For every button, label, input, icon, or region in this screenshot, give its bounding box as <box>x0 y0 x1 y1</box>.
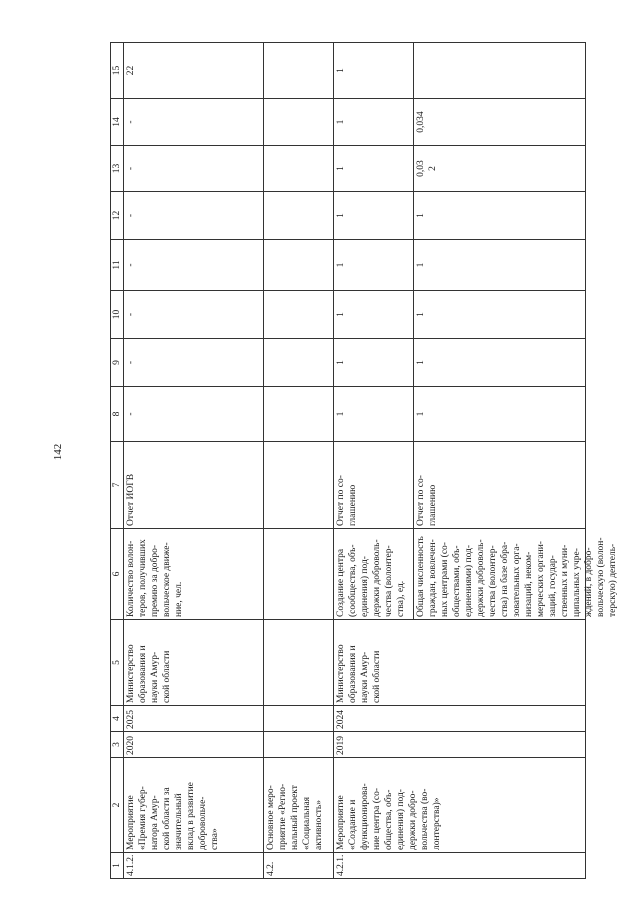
value-cell: - <box>124 99 264 146</box>
value-cell <box>414 43 586 99</box>
col-header-9: 9 <box>111 339 124 387</box>
value-cell <box>264 99 334 146</box>
value-cell: 1 <box>334 99 414 146</box>
value-cell: 1 <box>414 387 586 442</box>
activity-name: Основное меро- приятие «Регио- нальный проект «Социальная активность» <box>264 758 334 853</box>
end-year: 2024 <box>334 706 586 732</box>
col-header-12: 12 <box>111 192 124 240</box>
value-cell: 1 <box>334 291 414 339</box>
value-cell: 1 <box>414 192 586 240</box>
row-number: 4.1.2. <box>124 853 264 879</box>
indicator <box>264 529 334 620</box>
col-header-5: 5 <box>111 620 124 706</box>
value-cell <box>264 291 334 339</box>
indicator <box>414 529 618 620</box>
executor <box>264 620 334 706</box>
value-cell <box>264 43 334 99</box>
value-cell <box>264 146 334 192</box>
table-row <box>334 43 414 879</box>
col-header-3: 3 <box>111 732 124 758</box>
activity-name: Мероприятие «Премия губер- натора Амур- ской области за значительный вклад в развитие добровольче- ства» <box>124 758 264 853</box>
value-cell <box>264 387 334 442</box>
executor: Министерство образования и науки Амур- ской области <box>124 620 264 706</box>
value-cell: 1 <box>414 339 586 387</box>
indicator: Создание центра (сообщества, объ- единения) под- держки доброволь- чества (волонтер- ства), ед. <box>334 529 414 620</box>
row-number: 4.2.1. <box>334 853 586 879</box>
value-cell: 0,03 2 <box>414 146 586 192</box>
value-cell <box>264 339 334 387</box>
start-year: 2019 <box>334 732 586 758</box>
value-cell: 1 <box>334 240 414 291</box>
value-cell: 1 <box>414 291 586 339</box>
value-cell <box>264 240 334 291</box>
value-cell: - <box>124 192 264 240</box>
value-cell: 1 <box>334 146 414 192</box>
col-header-4: 4 <box>111 706 124 732</box>
value-cell: 1 <box>414 240 586 291</box>
report-source: Отчет по со- глашению <box>334 442 414 529</box>
report-source <box>264 442 334 529</box>
executor: Министерство образования и науки Амур- ской области <box>334 620 586 706</box>
start-year: 2020 <box>124 732 264 758</box>
indicator-text: Общая численность граждан, вовлечен- ных центрами (со- обществами, объ- единениями) под- держки доброволь- чества (волонтер- ства) на базе обра- зовательных орга- низаций, неком- мерческих органи- заций, государ- ственных и муни- ципальных учре- ждений, в добро- вольческую (волон- терскую) деятель- <box>416 536 618 617</box>
col-header-2: 2 <box>111 758 124 853</box>
col-header-13: 13 <box>111 146 124 192</box>
col-header-6: 6 <box>111 529 124 620</box>
value-cell: 22 <box>124 43 264 99</box>
value-cell <box>264 192 334 240</box>
report-source: Отчет ИОГВ <box>124 442 264 529</box>
col-header-7: 7 <box>111 442 124 529</box>
page-number: 142 <box>52 443 64 461</box>
value-cell: 1 <box>334 192 414 240</box>
start-year <box>264 732 334 758</box>
col-header-8: 8 <box>111 387 124 442</box>
col-header-11: 11 <box>111 240 124 291</box>
activities-table <box>110 42 618 879</box>
header-row <box>111 43 124 879</box>
value-cell: 1 <box>334 387 414 442</box>
value-cell: - <box>124 387 264 442</box>
col-header-15: 15 <box>111 43 124 99</box>
col-header-10: 10 <box>111 291 124 339</box>
end-year: 2025 <box>124 706 264 732</box>
value-cell: - <box>124 291 264 339</box>
table-row <box>124 43 264 879</box>
end-year <box>264 706 334 732</box>
col-header-14: 14 <box>111 99 124 146</box>
value-cell: - <box>124 339 264 387</box>
report-source: Отчет по со- глашению <box>414 442 586 529</box>
activity-name: Мероприятие «Создание и функционирова- ние центра (со- общества, объ- единения) под- держки добро- вольчества (во- лонтерства)» <box>334 758 586 853</box>
indicator: Количество волон- теров, получивших премию за добро- вольческое движе- ние, чел. <box>124 529 264 620</box>
value-cell: 1 <box>334 339 414 387</box>
value-cell: 1 <box>334 43 414 99</box>
value-cell: - <box>124 146 264 192</box>
value-cell: 0,034 <box>414 99 586 146</box>
row-number: 4.2. <box>264 853 334 879</box>
rotated-table-container <box>110 43 618 879</box>
value-cell: - <box>124 240 264 291</box>
table-row <box>264 43 334 879</box>
col-header-1: 1 <box>111 853 124 879</box>
